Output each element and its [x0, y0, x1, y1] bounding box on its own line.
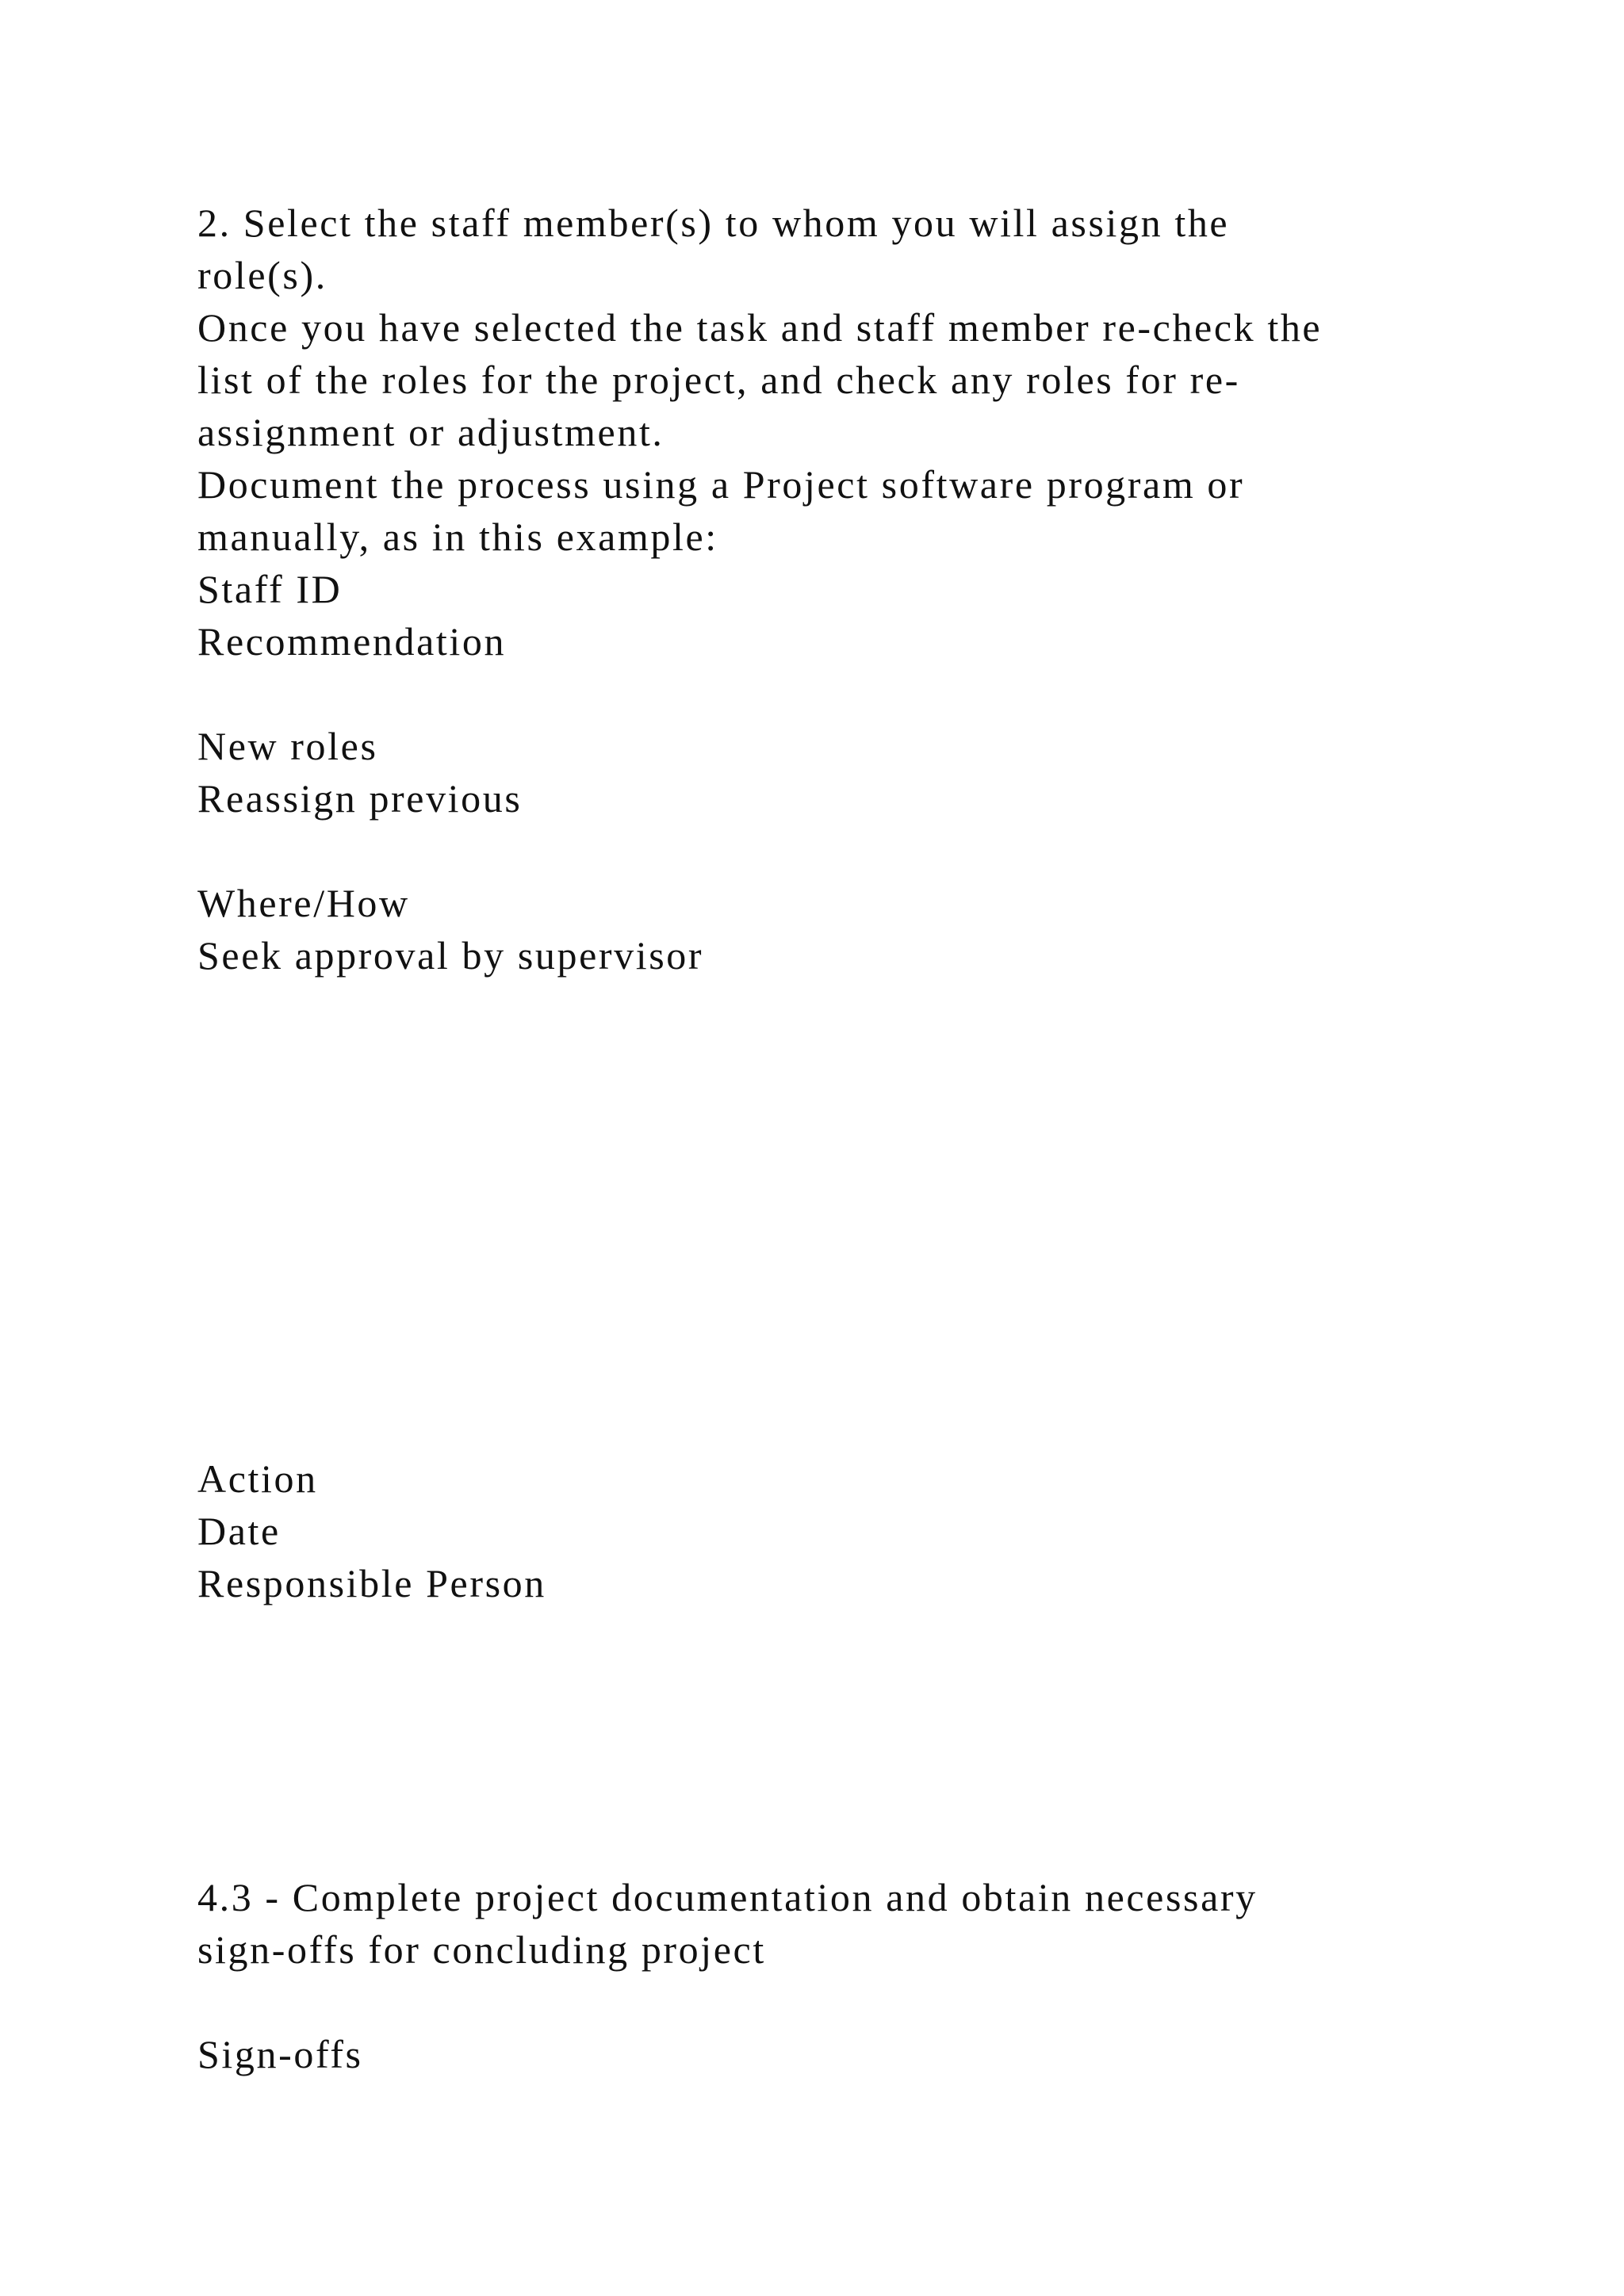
document-instruction-line-1: Document the process using a Project software program or: [197, 462, 1245, 507]
sign-offs-label: Sign-offs: [197, 2032, 363, 2076]
section-4-3-heading-line-2: sign-offs for concluding project: [197, 1927, 766, 1972]
section-4-3-heading-line-1: 4.3 - Complete project documentation and obtain necessary: [197, 1875, 1258, 1919]
instruction-text-line-2: list of the roles for the project, and check any roles for re-: [197, 358, 1240, 402]
instruction-text-line-3: assignment or adjustment.: [197, 410, 665, 454]
where-how-label: Where/How: [197, 881, 410, 925]
reassign-previous-label: Reassign previous: [197, 776, 523, 821]
seek-approval-label: Seek approval by supervisor: [197, 933, 704, 978]
responsible-person-label: Responsible Person: [197, 1561, 546, 1605]
instruction-text-line-1: Once you have selected the task and staff member re-check the: [197, 305, 1323, 350]
recommendation-label: Recommendation: [197, 619, 507, 664]
staff-id-label: Staff ID: [197, 567, 343, 611]
date-label: Date: [197, 1509, 281, 1553]
action-label: Action: [197, 1456, 318, 1501]
document-instruction-line-2: manually, as in this example:: [197, 515, 718, 559]
new-roles-label: New roles: [197, 724, 378, 768]
step-2-heading-line-1: 2. Select the staff member(s) to whom you will assign the: [197, 201, 1230, 245]
step-2-heading-line-2: role(s).: [197, 253, 327, 297]
